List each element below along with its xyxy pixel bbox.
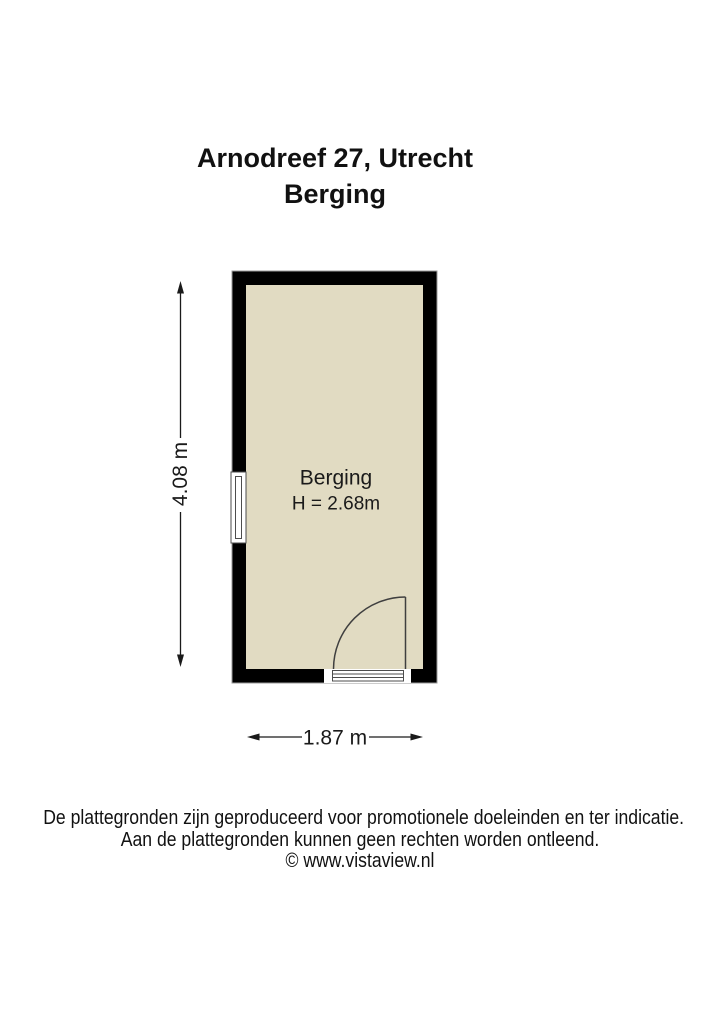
width-dimension-label: 1.87 m bbox=[302, 726, 368, 750]
room-name-label: Berging bbox=[299, 466, 373, 490]
disclaimer bbox=[0, 808, 720, 873]
width-dimension bbox=[247, 726, 423, 749]
height-dimension bbox=[169, 281, 192, 667]
disclaimer-line-1: De plattegronden zijn geproduceerd voor promotionele doeleinden en ter indicatie. bbox=[43, 807, 685, 829]
door-threshold bbox=[333, 671, 404, 682]
height-dimension-label: 4.08 m bbox=[169, 441, 192, 507]
copyright-line: © www.vistaview.nl bbox=[285, 850, 435, 872]
room-ceiling-height-label: H = 2.68m bbox=[291, 493, 381, 515]
disclaimer-line-2: Aan de plattegronden kunnen geen rechten worden ontleend. bbox=[120, 828, 600, 851]
arrow-down-icon bbox=[177, 655, 184, 668]
arrow-left-icon bbox=[247, 734, 260, 741]
window-frame-inner bbox=[236, 477, 242, 539]
arrow-up-icon bbox=[177, 281, 184, 294]
title-address: Arnodreef 27, Utrecht bbox=[196, 143, 474, 173]
title-room-name: Berging bbox=[283, 179, 386, 209]
arrow-right-icon bbox=[411, 734, 424, 741]
window-symbol bbox=[231, 472, 246, 543]
threshold-outline bbox=[333, 671, 404, 682]
